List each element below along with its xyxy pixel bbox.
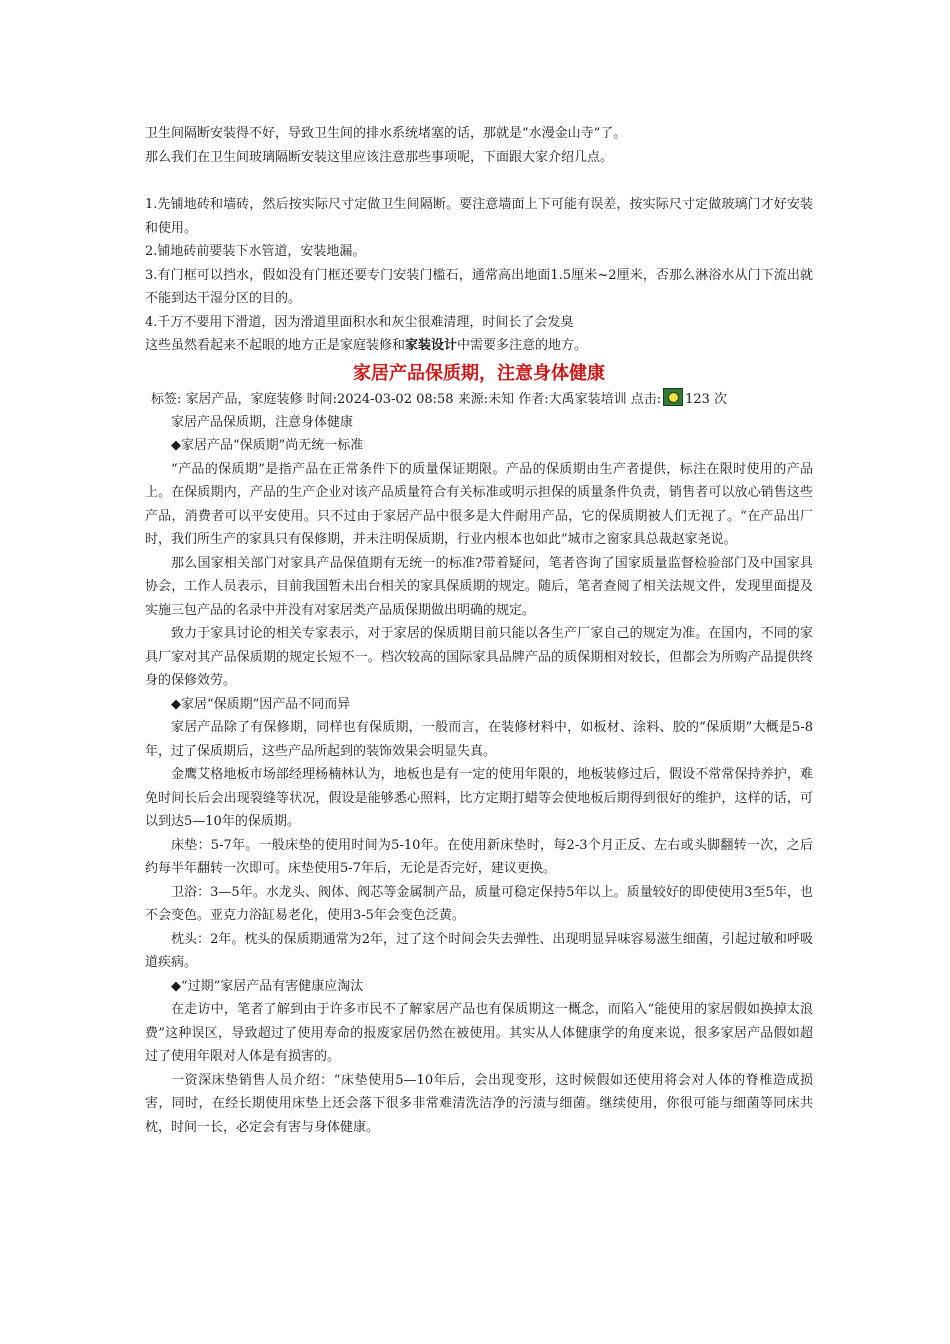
tip-item: 4.千万不要用下滑道，因为滑道里面积水和灰尘很难清理，时间长了会发臭 — [145, 314, 574, 330]
article-title: 家居产品保质期，注意身体健康 — [353, 362, 605, 384]
article-paragraph: ◆家居“保质期”因产品不同而异 — [171, 696, 351, 712]
blank-line — [145, 169, 813, 193]
closing-line — [145, 334, 813, 358]
article-paragraph: 金鹰艾格地板市场部经理杨楠林认为，地板也是有一定的使用年限的，地板装修过后，假设不常常保持养护，难免时间长后会出现裂缝等状况，假设是能够悉心照料，比方定期打蜡等会使地板后期得到很好的维护，这样的话，可以到达5—10年的保质期。 — [145, 767, 813, 829]
tip-item: 1.先铺地砖和墙砖，然后按实际尺寸定做卫生间隔断。要注意墙面上下可能有误差，按实际尺寸定做玻璃门才好安装和使用。 — [145, 197, 813, 236]
article-paragraph: ◆“过期”家居产品有害健康应淘汰 — [171, 978, 364, 994]
closing-text-after: 中需要多注意的地方。 — [457, 338, 588, 353]
click-count: 123 次 — [685, 391, 728, 407]
article-body — [145, 434, 813, 1139]
article-paragraph: 床垫：5-7年。一般床垫的使用时间为5-10年。在使用新床垫时，每2-3个月正反、左右或头脚翻转一次，之后约每半年翻转一次即可。床垫使用5-7年后，无论是否完好，建议更换。 — [145, 837, 813, 876]
article-paragraph: ◆家居产品“保质期”尚无统一标准 — [171, 438, 364, 453]
article-meta-text: 标签: 家居产品，家庭装修 时间:2024-03-02 08:58 来源:未知 作者:大禹家装培训 点击: — [151, 391, 662, 407]
keyword-link[interactable]: 家装设计 — [405, 338, 458, 353]
closing-text-before: 这些虽然看起来不起眼的地方正是家庭装修和 — [145, 338, 406, 353]
tip-item: 2.铺地砖前要装下水管道，安装地漏。 — [145, 244, 366, 259]
article-paragraph: 那么国家相关部门对家具产品保值期有无统一的标准?带着疑问，笔者咨询了国家质量监督检验部门及中国家具协会，工作人员表示，目前我国暂未出台相关的家具保质期的规定。随后，笔者查阅了相关法规文件，发现里面提及实施三包产品的名录中并没有对家居类产品质保期做出明确的规定。 — [145, 555, 813, 618]
intro-line-2: 那么我们在卫生间玻璃隔断安装这里应该注意那些事项呢，下面跟大家介绍几点。 — [145, 149, 614, 165]
click-counter-icon — [663, 388, 683, 406]
article-paragraph: 在走访中，笔者了解到由于许多市民不了解家居产品也有保质期这一概念，而陷入“能使用的家居假如换掉太浪费”这种误区，导致超过了使用寿命的报废家居仍然在被使用。其实从人体健康学的角度来说，很多家居产品假如超过了使用年限对人体是有损害的。 — [145, 1002, 813, 1064]
tip-item: 3.有门框可以挡水，假如没有门框还要专门安装门槛石，通常高出地面1.5厘米~2厘米，否那么淋浴水从门下流出就不能到达干湿分区的目的。 — [145, 267, 813, 306]
article-paragraph: 一资深床垫销售人员介绍：“床垫使用5—10年后，会出现变形，这时候假如还使用将会对人体的脊椎造成损害，同时，在经长期使用床垫上还会落下很多非常难清洗洁净的污渍与细菌。继续使用，你很可能与细菌等同床共枕，时间一长，必定会有害与身体健康。 — [145, 1072, 813, 1135]
article-subtitle: 家居产品保质期，注意身体健康 — [171, 414, 354, 430]
article-paragraph: 枕头：2年。枕头的保质期通常为2年，过了这个时间会失去弹性、出现明显异味容易滋生细菌，引起过敏和呼吸道疾病。 — [145, 931, 813, 970]
document-page — [145, 122, 813, 1139]
article-paragraph: 卫浴：3—5年。水龙头、阀体、阀芯等金属制产品，质量可稳定保持5年以上。质量较好的即使使用3至5年，也不会变色。亚克力浴缸易老化，使用3-5年会变色泛黄。 — [145, 884, 813, 923]
article-paragraph: 致力于家具讨论的相关专家表示，对于家居的保质期目前只能以各生产厂家自己的规定为准。在国内，不同的家具厂家对其产品保质期的规定长短不一。档次较高的国际家具品牌产品的质保期相对较长，但都会为所购产品提供终身的保修效劳。 — [145, 626, 813, 688]
article-paragraph: 家居产品除了有保修期，同样也有保质期，一般而言，在装修材料中，如板材、涂料、胶的“保质期”大概是5-8年，过了保质期后，这些产品所起到的装饰效果会明显失真。 — [145, 720, 813, 759]
article-paragraph: “产品的保质期”是指产品在正常条件下的质量保证期限。产品的保质期由生产者提供，标注在限时使用的产品上。在保质期内，产品的生产企业对该产品质量符合有关标准或明示担保的质量条件负责，销售者可以放心销售这些产品，消费者可以平安使用。只不过由于家居产品中很多是大件耐用产品，它的保质期被人们无视了。“在产品出厂时，我们所生产的家具只有保修期，并未注明保质期，行业内根本也如此”城市之窗家具总裁赵家尧说。 — [145, 461, 813, 547]
intro-line-1: 卫生间隔断安装得不好，导致卫生间的排水系统堵塞的话，那就是“水漫金山寺”了。 — [145, 126, 627, 141]
article-meta — [145, 388, 813, 411]
